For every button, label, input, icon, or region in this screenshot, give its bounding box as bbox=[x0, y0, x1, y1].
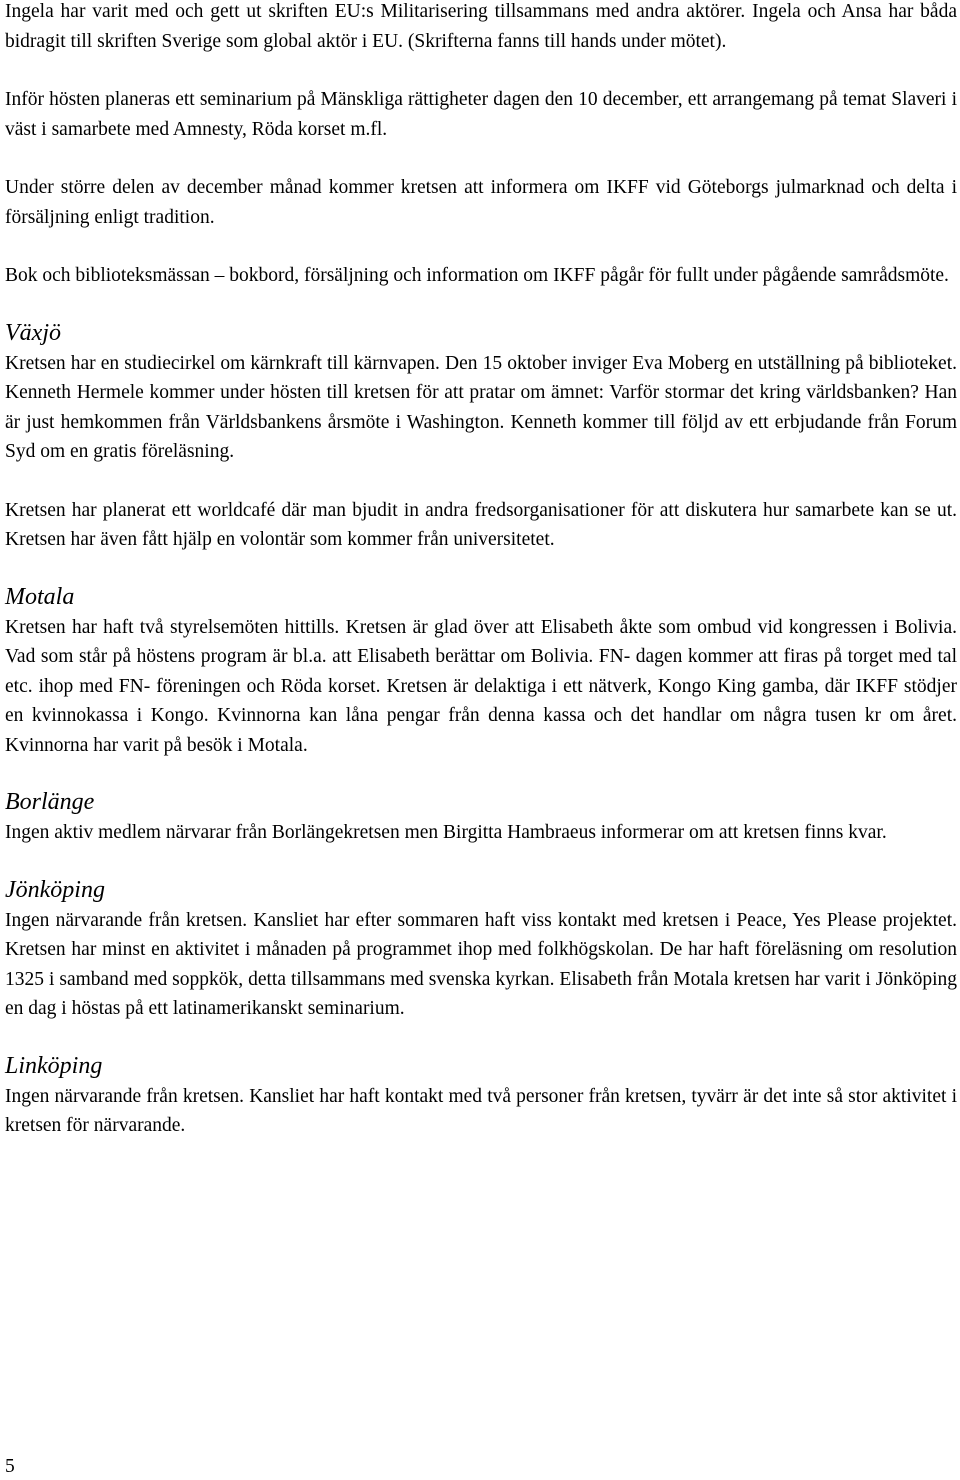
vaxjo-paragraph: Kretsen har en studiecirkel om kärnkraft till kärnvapen. Den 15 oktober inviger Eva Moberg en utställning på biblioteket. Kenneth Hermele kommer under hösten till kretsen för att pratar om ämnet: Varför stormar det kring världsbanken? Han är just hemkommen från Världsbankens årsmöte i Washington. Kenneth kommer till följd av ett erbjudande från Forum Syd om en gratis föreläsning. bbox=[5, 352, 957, 462]
intro-paragraph: Under större delen av december månad kommer kretsen att informera om IKFF vid Göteborgs julmarknad och delta i försäljning enligt tradition. bbox=[5, 177, 957, 228]
section-heading-linkoping: Linköping bbox=[5, 1052, 103, 1079]
intro-paragraph: Bok och biblioteksmässan – bokbord, försäljning och information om IKFF pågår för fullt under pågående samrådsmöte. bbox=[5, 265, 949, 286]
jonkoping-paragraph: Ingen närvarande från kretsen. Kansliet har efter sommaren haft viss kontakt med kretsen i Peace, Yes Please projektet. Kretsen har minst en aktivitet i månaden på programmet ihop med folkhögskolan. De har haft föreläsning om resolution 1325 i samband med soppkök, detta tillsammans med svenska kyrkan. Elisabeth från Motala kretsen har varit i Jönköping en dag i höstas på ett latinamerikanskt seminarium. bbox=[5, 909, 957, 1019]
section-heading-jonkoping: Jönköping bbox=[5, 876, 105, 903]
section-heading-motala: Motala bbox=[5, 583, 75, 610]
document-page bbox=[5, 0, 957, 1141]
intro-paragraph: Ingela har varit med och gett ut skriften EU:s Militarisering tillsammans med andra aktörer. Ingela och Ansa har båda bidragit till skriften Sverige som global aktör i EU. (Skrifterna fanns till hands under mötet). bbox=[5, 1, 957, 52]
intro-paragraph: Inför hösten planeras ett seminarium på Mänskliga rättigheter dagen den 10 december, ett arrangemang på temat Slaveri i väst i samarbete med Amnesty, Röda korset m.fl. bbox=[5, 89, 957, 140]
section-heading-borlange: Borlänge bbox=[5, 789, 95, 815]
section-heading-vaxjo: Växjö bbox=[5, 319, 61, 346]
page-number: 5 bbox=[5, 1456, 15, 1477]
motala-paragraph: Kretsen har haft två styrelsemöten hittills. Kretsen är glad över att Elisabeth åkte som ombud vid kongressen i Bolivia. Vad som står på höstens program är bl.a. att Elisabeth berättar om Bolivia. FN- dagen kommer att firas på torget med tal etc. ihop med FN- föreningen och Röda korset. Kretsen är delaktiga i ett nätverk, Kongo King gamba, där IKFF stödjer en kvinnokassa i Kongo. Kvinnorna kan låna pengar från denna kassa och det handlar om några tusen kr om året. Kvinnorna har varit på besök i Motala. bbox=[5, 616, 957, 756]
linkoping-paragraph: Ingen närvarande från kretsen. Kansliet har haft kontakt med två personer från kretsen, tyvärr är det inte så stor aktivitet i kretsen för närvarande. bbox=[5, 1085, 957, 1136]
vaxjo-paragraph: Kretsen har planerat ett worldcafé där man bjudit in andra fredsorganisationer för att diskutera hur samarbete kan se ut. Kretsen har även fått hjälp en volontär som kommer från universitetet. bbox=[5, 499, 957, 550]
borlange-paragraph: Ingen aktiv medlem närvarar från Borlängekretsen men Birgitta Hambraeus informerar om att kretsen finns kvar. bbox=[5, 822, 887, 843]
